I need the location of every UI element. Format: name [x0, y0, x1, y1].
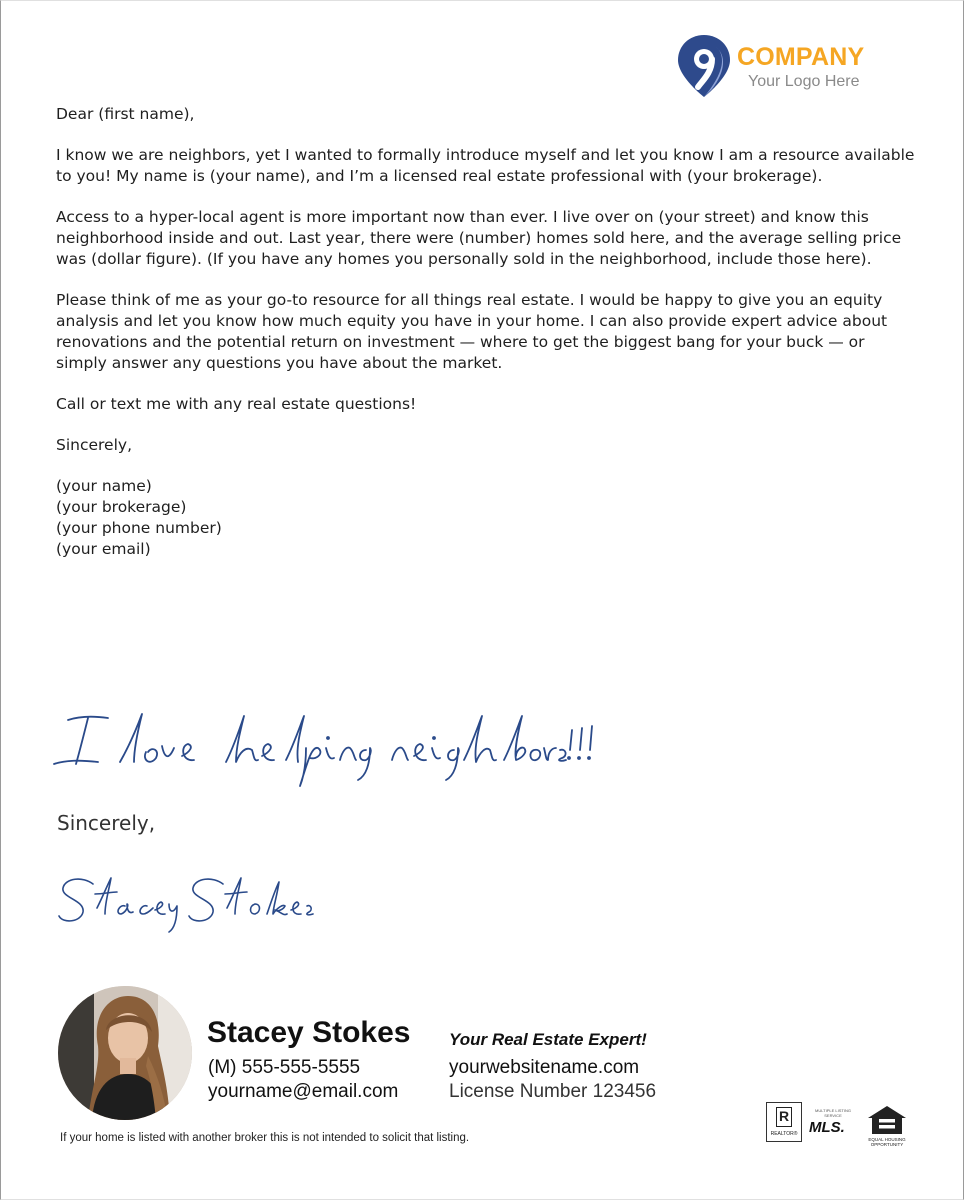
realtor-r-icon: R	[776, 1107, 792, 1127]
letter-paragraph-4: Call or text me with any real estate questions!	[56, 395, 417, 413]
letter-paragraph-2: Access to a hyper-local agent is more important now than ever. I live over on (your street) and know this neighborhood inside and out. Last year, there were (number) homes sold here, and the average selling price was (dollar figure). (If you have any homes you personally sold in the neighborhood, include those here).	[56, 208, 902, 268]
realtor-logo	[766, 1102, 802, 1142]
mls-label: MLS.	[809, 1119, 845, 1136]
letter-greeting: Dear (first name),	[56, 105, 195, 123]
letter-paragraph-1: I know we are neighbors, yet I wanted to formally introduce myself and let you know I am a resource available to you! My name is (your name), and I’m a licensed real estate professional with (your brokerage).	[56, 146, 915, 185]
sincerely-text: Sincerely,	[57, 811, 156, 835]
letter-paragraph-3: Please think of me as your go-to resource for all things real estate. I would be happy to give you an equity analysis and let you know how much equity you have in your home. I can also provide expert advice about renovations and the potential return on investment — where to get the biggest bang for your buck — or simply answer any questions you have about the market.	[56, 291, 888, 372]
logo-company-name: COMPANY	[737, 43, 865, 71]
realtor-label: REALTOR®	[770, 1131, 798, 1137]
mls-top-label: MULTIPLE LISTING SERVICE	[815, 1108, 851, 1118]
compliance-badges	[766, 1102, 912, 1148]
agent-email: yourname@email.com	[208, 1081, 399, 1102]
agent-tagline: Your Real Estate Expert!	[449, 1030, 647, 1049]
agent-license: License Number 123456	[449, 1081, 657, 1102]
company-logo	[676, 33, 896, 99]
location-pin-icon	[676, 33, 732, 99]
mls-logo	[806, 1106, 858, 1142]
letter-closing: Sincerely,	[56, 436, 133, 454]
equal-housing-logo	[864, 1104, 910, 1148]
handwritten-note	[50, 700, 570, 790]
handwritten-signature	[55, 870, 315, 940]
agent-photo	[58, 986, 192, 1120]
house-icon	[864, 1104, 910, 1136]
agent-name: Stacey Stokes	[207, 1016, 411, 1049]
disclaimer-text: If your home is listed with another broker this is not intended to solicit that listing.	[60, 1132, 470, 1144]
signature-line-name: (your name)	[56, 477, 152, 495]
letter-signature-block	[56, 476, 916, 560]
signature-line-phone: (your phone number)	[56, 519, 222, 537]
signature-line-brokerage: (your brokerage)	[56, 498, 187, 516]
equal-housing-label: EQUAL HOUSING OPPORTUNITY	[868, 1137, 906, 1147]
letter-body	[56, 104, 916, 560]
signature-line-email: (your email)	[56, 540, 151, 558]
agent-phone: (M) 555-555-5555	[208, 1057, 361, 1078]
logo-tagline: Your Logo Here	[748, 73, 860, 90]
agent-website: yourwebsitename.com	[449, 1057, 640, 1078]
